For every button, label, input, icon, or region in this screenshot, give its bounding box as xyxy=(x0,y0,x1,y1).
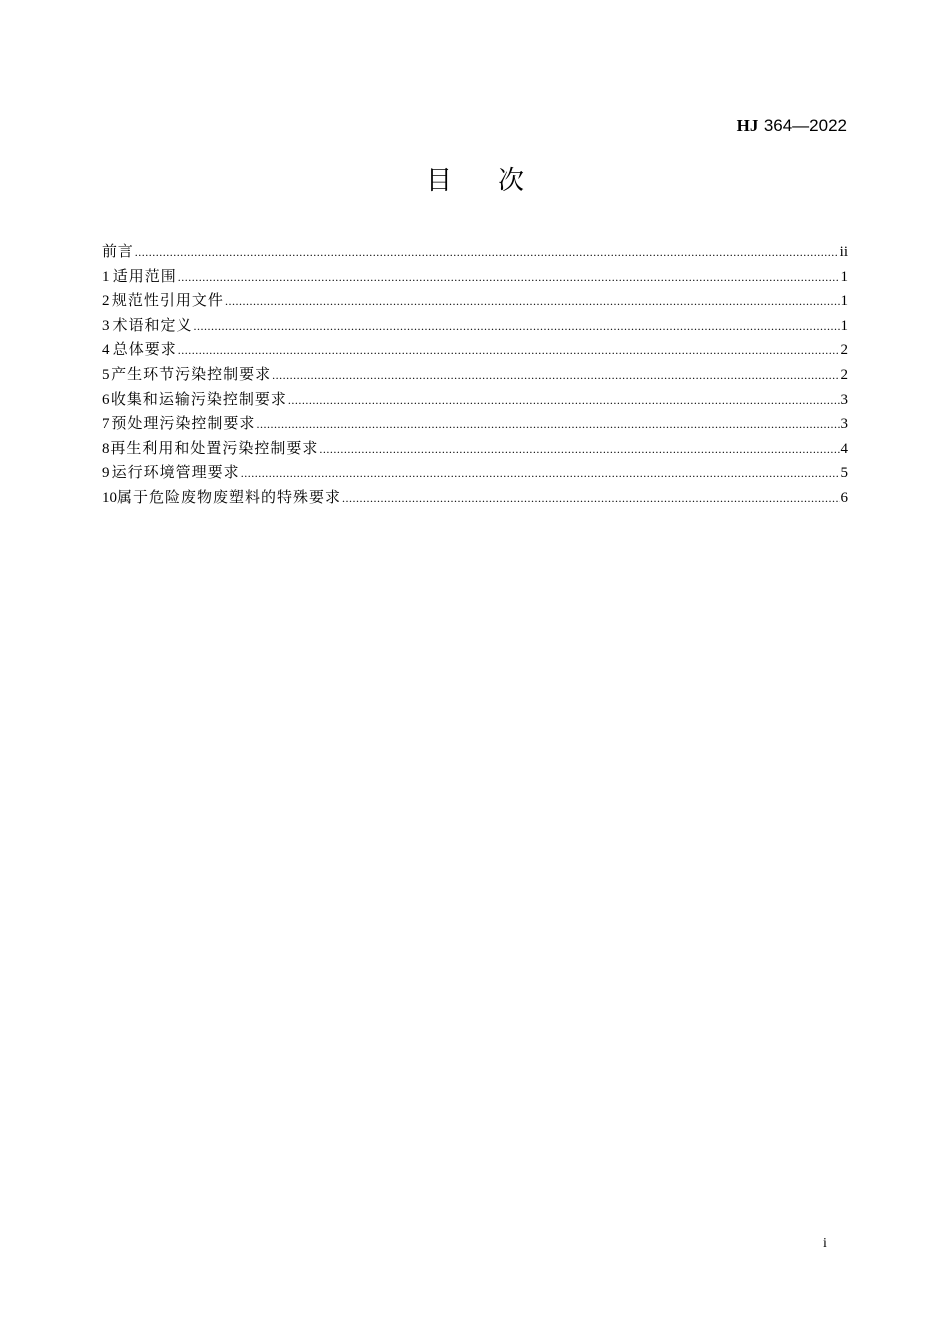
toc-entry-page: 1 xyxy=(840,293,848,310)
toc-leader-dots xyxy=(225,289,840,314)
page-number: i xyxy=(823,1236,827,1251)
toc-entry-label: 预处理污染控制要求 xyxy=(111,414,256,433)
toc-title: 目次 xyxy=(425,166,570,196)
toc-entry-page: 3 xyxy=(840,416,848,433)
toc-entry-number: 2 xyxy=(102,293,110,310)
toc-leader-dots xyxy=(241,461,840,486)
toc-entry-number: 10 xyxy=(102,489,117,506)
toc-entry-7[interactable] xyxy=(102,411,848,436)
toc-entry-1[interactable] xyxy=(102,264,848,289)
toc-entry-number: 3 xyxy=(102,317,110,334)
toc-entry-page: 4 xyxy=(840,440,848,457)
toc-entry-number: 9 xyxy=(102,465,110,482)
toc-entry-5[interactable] xyxy=(102,362,848,387)
toc-entry-label: 术语和定义 xyxy=(112,315,193,334)
toc-entry-number: 4 xyxy=(102,342,110,359)
toc-leader-dots xyxy=(319,437,839,462)
toc-entry-number: 6 xyxy=(102,391,110,408)
toc-entry-page: 2 xyxy=(840,366,848,383)
toc-entry-foreword[interactable] xyxy=(102,239,848,264)
toc-entry-page: 2 xyxy=(840,342,848,359)
toc-leader-dots xyxy=(178,338,840,363)
toc-entry-label: 总体要求 xyxy=(112,340,177,359)
toc-entry-number: 7 xyxy=(102,416,110,433)
toc-entry-number: 8 xyxy=(102,440,110,457)
toc-entry-label: 言 xyxy=(117,242,134,260)
toc-entry-number: 5 xyxy=(102,366,110,383)
toc-entry-page: 5 xyxy=(840,465,848,482)
toc-entry-2[interactable] xyxy=(102,288,848,313)
toc-leader-dots xyxy=(272,363,839,388)
toc-entry-8[interactable] xyxy=(102,436,848,461)
toc-entry-10[interactable] xyxy=(102,485,848,510)
toc-entry-label: 再生利用和处置污染控制要求 xyxy=(110,438,319,457)
document-code-prefix: HJ xyxy=(736,116,759,135)
toc-entry-3[interactable] xyxy=(102,313,848,338)
toc-entry-page: ii xyxy=(839,244,848,260)
toc-entry-page: 1 xyxy=(840,317,848,334)
toc-entry-label: 运行环境管理要求 xyxy=(111,463,240,482)
toc-leader-dots xyxy=(178,265,840,290)
toc-entry-label: 规范性引用文件 xyxy=(111,291,224,310)
toc-leader-dots xyxy=(288,388,840,413)
toc-entry-label: 收集和运输污染控制要求 xyxy=(110,389,287,408)
toc-entry-label: 适用范围 xyxy=(112,266,177,285)
document-code xyxy=(737,116,847,136)
toc-entry-9[interactable] xyxy=(102,460,848,485)
toc-entry-number: 前 xyxy=(102,244,118,260)
toc-entry-6[interactable] xyxy=(102,387,848,412)
toc-entry-number: 1 xyxy=(102,268,110,285)
toc-entry-label: 属于危险废物废塑料的特殊要求 xyxy=(117,487,342,506)
toc-leader-dots xyxy=(135,240,839,265)
toc-leader-dots xyxy=(193,314,839,339)
toc-entry-page: 6 xyxy=(840,489,848,506)
toc-leader-dots xyxy=(256,412,839,437)
table-of-contents xyxy=(102,239,848,510)
toc-leader-dots xyxy=(342,486,839,511)
toc-entry-page: 1 xyxy=(840,268,848,285)
toc-entry-4[interactable] xyxy=(102,337,848,362)
toc-entry-label: 产生环节污染控制要求 xyxy=(111,364,272,383)
toc-entry-page: 3 xyxy=(840,391,848,408)
document-code-number: 364—2022 xyxy=(763,116,847,135)
